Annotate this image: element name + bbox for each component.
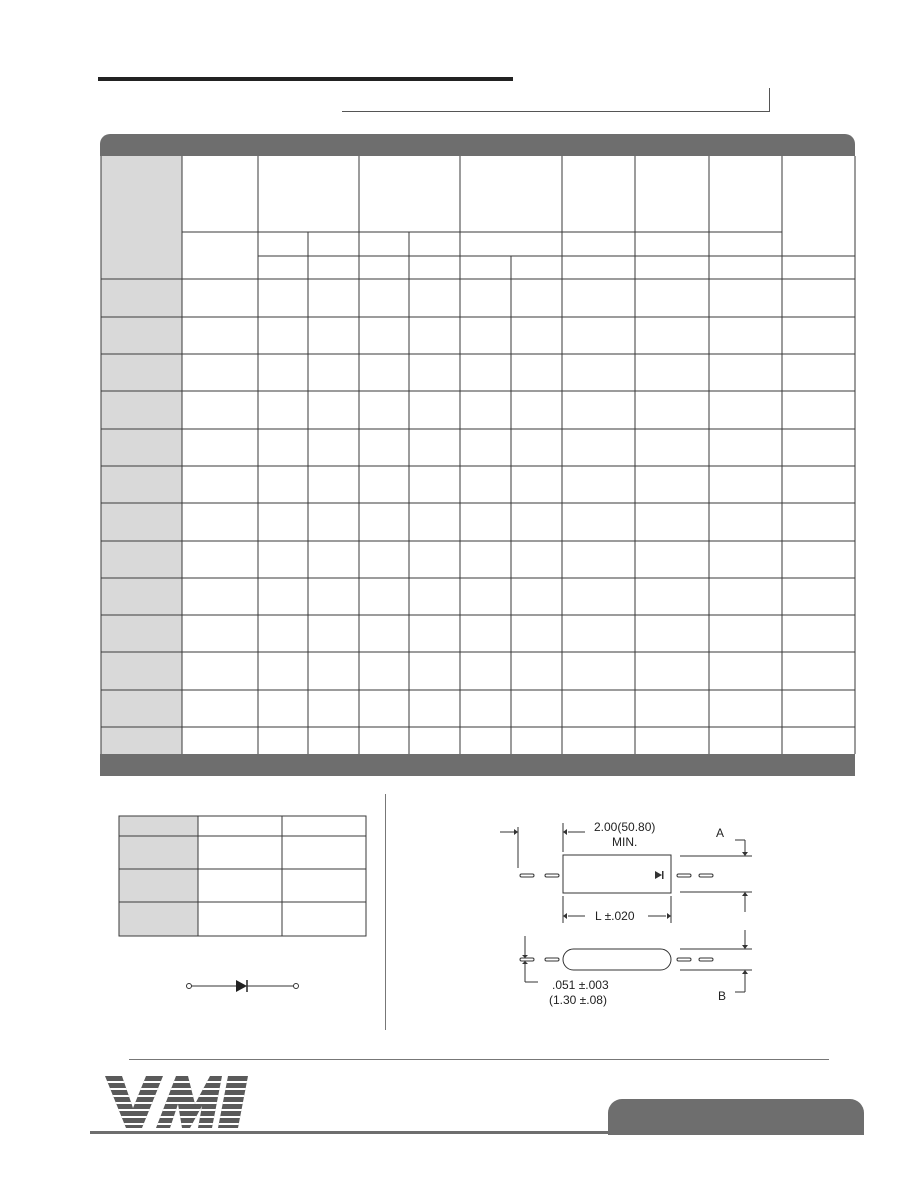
footer-base-rule [90, 1131, 610, 1134]
footer-rule [129, 1059, 829, 1060]
body-length-label: L ±.020 [595, 909, 635, 923]
dim-a-label: A [716, 826, 725, 840]
dim-b-label: B [718, 989, 727, 1003]
lead-dia-label: .051 ±.003 [552, 978, 609, 992]
length-min-suffix: MIN. [612, 835, 638, 849]
lead-dia-metric-label: (1.30 ±.08) [549, 993, 607, 1007]
footer-page-tab [608, 1099, 864, 1135]
vmi-logo-icon [102, 1072, 252, 1130]
length-min-label: 2.00(50.80) [594, 820, 656, 834]
